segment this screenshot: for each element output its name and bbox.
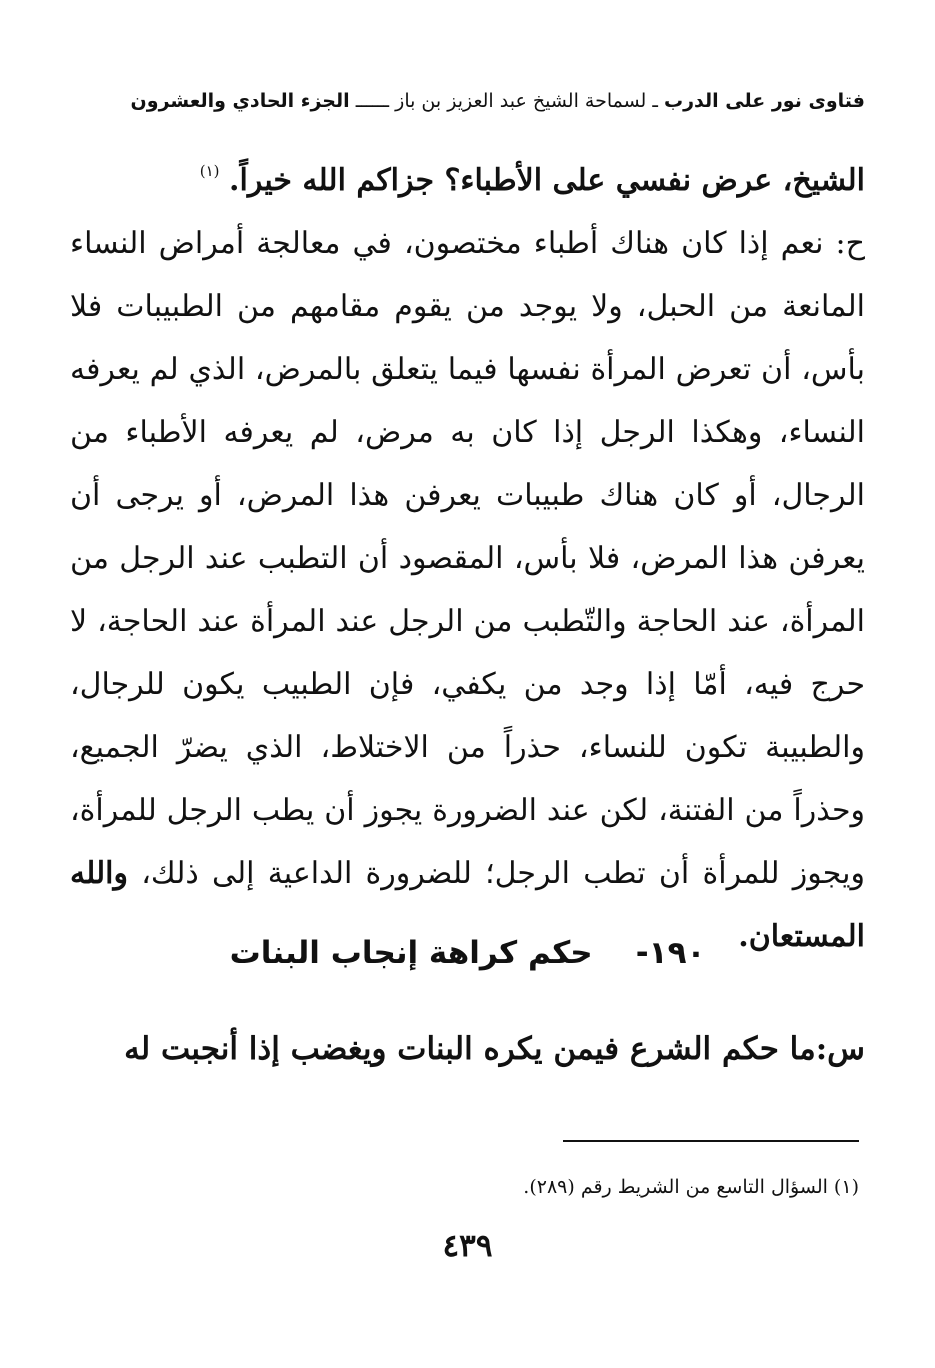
header-dash: ـ xyxy=(646,90,664,112)
footnote-reference: (١) xyxy=(199,162,220,180)
question-end-text: الشيخ، عرض نفسي على الأطباء؟ جزاكم الله خيراً. xyxy=(229,163,865,198)
section-number: ١٩٠- xyxy=(635,935,706,971)
section-title: حكم كراهة إنجاب البنات xyxy=(229,935,593,971)
footnote: (١) السؤال التاسع من الشريط رقم (٢٨٩). xyxy=(523,1176,859,1198)
answer-paragraph xyxy=(70,212,865,968)
book-title: فتاوى نور على الدرب xyxy=(664,90,865,112)
footnote-divider xyxy=(563,1140,859,1142)
volume-label: الجزء الحادي والعشرون xyxy=(130,90,350,112)
question-continuation xyxy=(70,140,865,212)
main-text xyxy=(70,140,865,968)
author-line: لسماحة الشيخ عبد العزيز بن باز xyxy=(395,90,647,112)
header-rule: ــــــ xyxy=(349,90,396,112)
answer-text: ح: نعم إذا كان هناك أطباء مختصون، في معالجة أمراض النساء المانعة من الحبل، ولا يوجد من يقوم مقامهم من الطبيبات فلا بأس، أن تعرض المرأة نفسها فيما يتعلق بالمرض، الذي لم يعرفه النساء، وهكذا الرجل إذا كان به مرض، لم يعرفه الأطباء من الرجال، أو كان هناك طبيبات يعرفن هذا المرض، أو يرجى أن يعرفن هذا المرض، فلا بأس، المقصود أن التطبب عند الرجل من المرأة، عند الحاجة والتّطبب من الرجل عند المرأة عند الحاجة، لا حرج فيه، أمّا إذا وجد من يكفي، فإن الطبيب يكون للرجال، والطبيبة تكون للنساء، حذراً من الاختلاط، الذي يضرّ الجميع، وحذراً من الفتنة، لكن عند الضرورة يجوز أن يطب الرجل للمرأة، ويجوز للمرأة أن تطب الرجل؛ للضرورة الداعية إلى ذلك، xyxy=(70,226,865,891)
section-heading xyxy=(0,935,935,971)
next-question: س:ما حكم الشرع فيمن يكره البنات ويغضب إذا أنجبت له xyxy=(124,1031,865,1067)
page-number: ٤٣٩ xyxy=(442,1228,493,1264)
answer-closing: والله المستعان. xyxy=(70,856,865,954)
running-header xyxy=(70,90,865,112)
